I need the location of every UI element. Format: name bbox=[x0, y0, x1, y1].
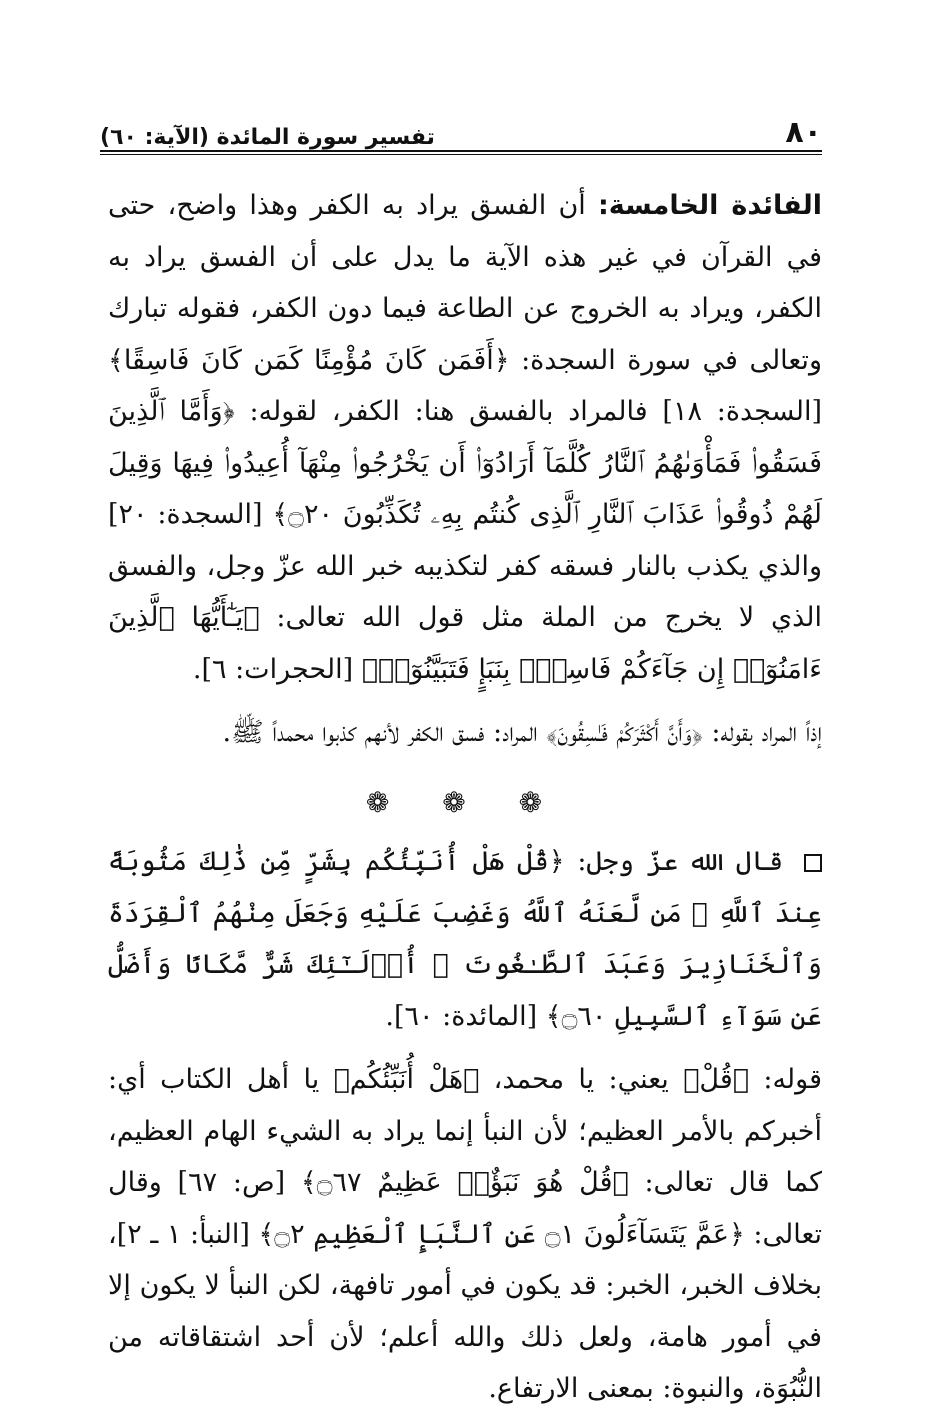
verse-paragraph bbox=[108, 836, 822, 1042]
checkbox-square-icon bbox=[804, 854, 822, 872]
header-rule bbox=[100, 150, 822, 155]
page-body bbox=[108, 180, 822, 1415]
commentary-paragraph: قوله: ﴿قُلْ﴾ يعني: يا محمد، ﴿هَلْ أُنَبِّئُكُم﴾ يا أهل الكتاب أي: أخبركم بالأمر العظيم؛ لأن النبأ إنما يراد به الشيء الهام العظيم، كما قال تعالى: ﴿قُلْ هُوَ نَبَؤٌا۟ عَظِيمٌ ۝٦٧﴾ [ص: ٦٧] وقال تعالى: ﴿عَمَّ يَتَسَآءَلُونَ ۝١ عَنِ ٱلنَّبَإِ ٱلْعَظِيمِ ۝٢﴾ [النبأ: ١ ـ ٢]، بخلاف الخبر، الخبر: قد يكون في أمور تافهة، لكن النبأ لا يكون إلا في أمور هامة، ولعل ذلك والله أعلم؛ لأن أحد اشتقاقاته من النُّبُوَة، والنبوة: بمعنى الارتفاع. bbox=[108, 1064, 823, 1404]
page-number: ٨٠ bbox=[785, 115, 822, 150]
paragraph-conclusion: إذاً المراد بقوله: ﴿وَأَنَّ أَكْثَرَكُمْ فَـٰسِقُونَ﴾ المراد: فسق الكفر لأنهم كذبوا محمداً ﷺ. bbox=[222, 717, 822, 748]
paragraph-fifth-benefit bbox=[108, 180, 822, 695]
paragraph-lead: الفائدة الخامسة: bbox=[598, 190, 823, 221]
verse-text: قال الله عزّ وجل: ﴿قُلْ هَلْ أُنَبِّئُكُم بِشَرٍّ مِّن ذَٰلِكَ مَثُوبَةً عِندَ ٱللَّهِ ۚ مَن لَّعَنَهُ ٱللَّهُ وَغَضِبَ عَلَيْهِ وَجَعَلَ مِنْهُمُ ٱلْقِرَدَةَ وَٱلْخَنَازِيرَ وَعَبَدَ ٱلطَّـٰغُوتَ ۚ أُو۟لَـٰٓئِكَ شَرٌّ مَّكَانًا وَأَضَلُّ عَن سَوَآءِ ٱلسَّبِيلِ ۝٦٠﴾ [المائدة: ٦٠]. bbox=[108, 846, 822, 1032]
paragraph-text: أن الفسق يراد به الكفر وهذا واضح، حتى في القرآن في غير هذه الآية ما يدل على أن الفسق يراد به الكفر، ويراد به الخروج عن الطاعة فيما دون الكفر، فقوله تبارك وتعالى في سورة السجدة: ﴿أَفَمَن كَانَ مُؤْمِنًا كَمَن كَانَ فَاسِقًا﴾ [السجدة: ١٨] فالمراد بالفسق هنا: الكفر، لقوله: ﴿وَأَمَّا ٱلَّذِينَ فَسَقُوا۟ فَمَأْوَىٰهُمُ ٱلنَّارُ كُلَّمَآ أَرَادُوٓا۟ أَن يَخْرُجُوا۟ مِنْهَآ أُعِيدُوا۟ فِيهَا وَقِيلَ لَهُمْ ذُوقُوا۟ عَذَابَ ٱلنَّارِ ٱلَّذِى كُنتُم بِهِۦ تُكَذِّبُونَ ۝٢٠﴾ [السجدة: ٢٠] والذي يكذب بالنار فسقه كفر لتكذيبه خبر الله عزّ وجل، والفسق الذي لا يخرج من الملة مثل قول الله تعالى: ﴿يَـٰٓأَيُّهَا ٱلَّذِينَ ءَامَنُوٓا۟ إِن جَآءَكُمْ فَاسِقٌۢ بِنَبَإٍ فَتَبَيَّنُوٓا۟﴾ [الحجرات: ٦]. bbox=[108, 190, 822, 685]
page-header bbox=[100, 110, 822, 150]
section-separator: ❁ ❁ ❁ bbox=[365, 785, 565, 819]
running-title: تفسير سورة المائدة (الآية: ٦٠) bbox=[100, 125, 435, 150]
